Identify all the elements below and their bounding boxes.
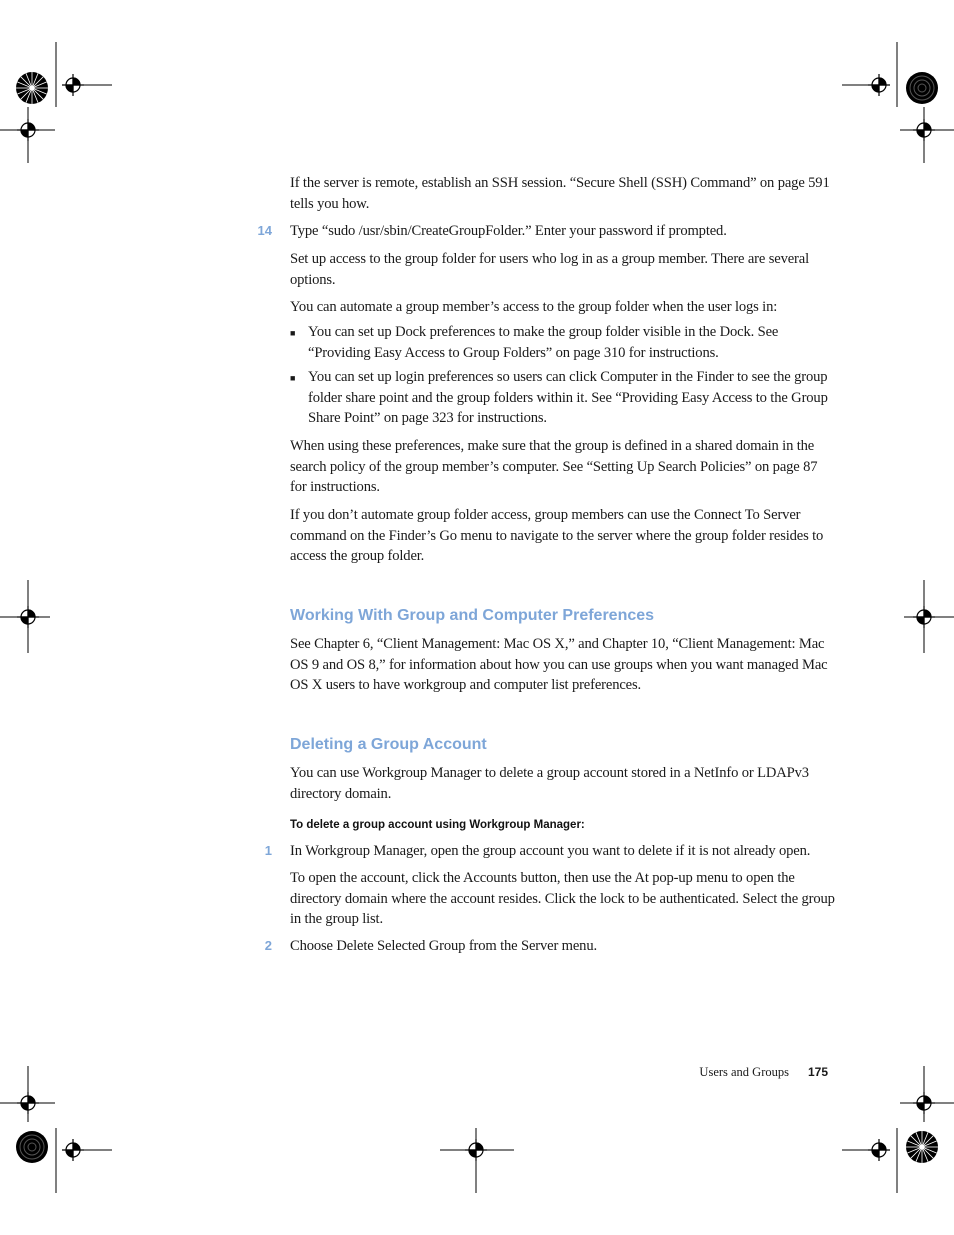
section-heading-preferences: Working With Group and Computer Preferences [290, 607, 655, 624]
step-number-1: 1 [264, 843, 272, 858]
step-2-text: Choose Delete Selected Group from the Server menu. [290, 938, 597, 954]
step-number-14: 14 [257, 223, 272, 238]
paragraph-preferences-chapters: See Chapter 6, “Client Management: Mac OS X,” and Chapter 10, “Client Management: Mac OS 9 and OS 8,” for information about how you can use groups when you want managed Mac OS X users to have workgroup and computer list preferences. [290, 636, 828, 693]
procedure-title: To delete a group account using Workgroup Manager: [290, 819, 585, 831]
bullet-item-login: You can set up login preferences so users can click Computer in the Finder to see the group folder share point and the group folders within it. See “Providing Easy Access to the Group Share Point” on page 323 for instructions. [308, 369, 828, 426]
starburst-icon [16, 72, 48, 104]
paragraph-delete-intro: You can use Workgroup Manager to delete a group account stored in a NetInfo or LDAPv3 directory domain. [290, 765, 809, 802]
paragraph-automate: You can automate a group member’s access to the group folder when the user logs in: [290, 299, 778, 315]
paragraph-setup-access: Set up access to the group folder for users who log in as a group member. There are several options. [290, 251, 809, 288]
section-heading-delete: Deleting a Group Account [290, 736, 487, 753]
footer-section-title: Users and Groups [699, 1065, 789, 1079]
bullet-item-dock: You can set up Dock preferences to make the group folder visible in the Dock. See “Providing Easy Access to Group Folders” on page 310 for instructions. [308, 324, 779, 361]
step-14-text: Type “sudo /usr/sbin/CreateGroupFolder.” Enter your password if prompted. [290, 223, 727, 239]
paragraph-no-automate: If you don’t automate group folder access, group members can use the Connect To Server command on the Finder’s Go menu to navigate to the server where the group folder resides to access the group folder. [290, 507, 824, 564]
step-1-detail: To open the account, click the Accounts button, then use the At pop-up menu to open the directory domain where the account resides. Click the lock to be authenticated. Select the group in the group list. [290, 870, 835, 927]
concentric-disc-icon [906, 72, 938, 104]
paragraph-preferences: When using these preferences, make sure that the group is defined in a shared domain in the search policy of the group member’s computer. See “Setting Up Search Policies” on page 87 for instructions. [290, 438, 818, 495]
bullet-icon: ■ [290, 328, 296, 338]
page-number: 175 [808, 1065, 829, 1079]
concentric-disc-icon [16, 1131, 48, 1163]
step-number-2: 2 [264, 938, 272, 953]
paragraph-ssh: If the server is remote, establish an SSH session. “Secure Shell (SSH) Command” on page 591 tells you how. [290, 175, 830, 212]
starburst-icon [906, 1131, 938, 1163]
step-1-text: In Workgroup Manager, open the group account you want to delete if it is not already open. [290, 843, 811, 859]
bullet-icon: ■ [290, 373, 296, 383]
